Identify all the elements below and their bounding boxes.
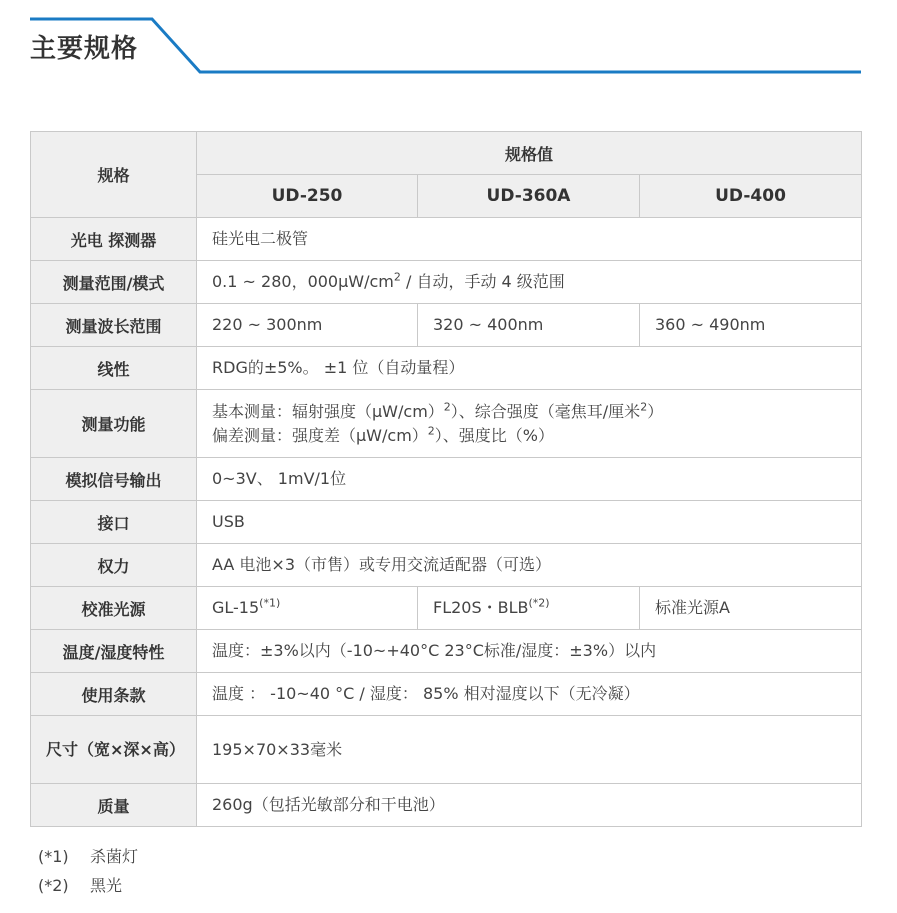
footnotes bbox=[38, 842, 138, 900]
superscript: 2 bbox=[427, 424, 435, 438]
value-line bbox=[212, 400, 846, 424]
footnote-text: 黑光 bbox=[90, 876, 123, 895]
row-value: 硅光电二极管 bbox=[197, 218, 862, 261]
value-text: 基本测量：辐射强度（μW/cm） bbox=[212, 401, 444, 421]
row-label: 测量功能 bbox=[31, 390, 197, 458]
value-header: 规格值 bbox=[197, 132, 862, 175]
value-text: / 自动，手动 4 级范围 bbox=[400, 272, 565, 291]
row-value: 360 ~ 490nm bbox=[640, 304, 862, 347]
value-text: 偏差测量：强度差（μW/cm） bbox=[212, 425, 428, 445]
row-value: 0~3V、 1mV/1位 bbox=[197, 458, 862, 501]
row-value: RDG的±5%。 ±1 位（自动量程） bbox=[197, 347, 862, 390]
row-value: 温度：±3%以内（-10~+40°C 23°C标准/湿度：±3%）以内 bbox=[197, 630, 862, 673]
table-row bbox=[31, 501, 862, 544]
table-row bbox=[31, 218, 862, 261]
row-value bbox=[197, 587, 418, 630]
row-value: 320 ~ 400nm bbox=[418, 304, 640, 347]
superscript: 2 bbox=[640, 400, 648, 414]
row-label: 尺寸（宽×深×高） bbox=[31, 716, 197, 784]
row-label: 温度/湿度特性 bbox=[31, 630, 197, 673]
model-header-ud400: UD-400 bbox=[640, 175, 862, 218]
row-label: 测量范围/模式 bbox=[31, 261, 197, 304]
row-label: 接口 bbox=[31, 501, 197, 544]
row-value: AA 电池×3（市售）或专用交流适配器（可选） bbox=[197, 544, 862, 587]
table-row bbox=[31, 630, 862, 673]
table-row bbox=[31, 673, 862, 716]
row-value: 温度 ： -10~40 °C / 湿度： 85% 相对湿度以下（无冷凝） bbox=[197, 673, 862, 716]
table-row bbox=[31, 347, 862, 390]
value-text: ）、综合强度（毫焦耳/厘米 bbox=[450, 401, 641, 421]
row-label: 线性 bbox=[31, 347, 197, 390]
table-row bbox=[31, 458, 862, 501]
footnote-item bbox=[38, 842, 138, 871]
row-label: 权力 bbox=[31, 544, 197, 587]
value-text: FL20S・BLB bbox=[433, 598, 529, 617]
row-value bbox=[197, 390, 862, 458]
row-value bbox=[418, 587, 640, 630]
table-row bbox=[31, 261, 862, 304]
superscript: 2 bbox=[443, 400, 451, 414]
row-value: 220 ~ 300nm bbox=[197, 304, 418, 347]
row-value: 195×70×33毫米 bbox=[197, 716, 862, 784]
row-value: 260g（包括光敏部分和干电池） bbox=[197, 784, 862, 827]
superscript: 2 bbox=[393, 270, 401, 284]
value-line bbox=[212, 424, 846, 448]
footnote-text: 杀菌灯 bbox=[90, 847, 139, 866]
row-value bbox=[197, 261, 862, 304]
page-title: 主要规格 bbox=[30, 34, 139, 64]
spec-table bbox=[30, 131, 862, 827]
row-value: 标准光源A bbox=[640, 587, 862, 630]
footnote-ref: (*1) bbox=[259, 596, 281, 610]
footnote-key: (*2) bbox=[38, 876, 69, 895]
row-label: 模拟信号输出 bbox=[31, 458, 197, 501]
row-label: 光电 探测器 bbox=[31, 218, 197, 261]
spec-header: 规格 bbox=[31, 132, 197, 218]
value-text: ） bbox=[647, 401, 664, 421]
value-text: ）、强度比（%） bbox=[434, 425, 554, 445]
row-value: USB bbox=[197, 501, 862, 544]
value-text: 0.1 ~ 280，000μW/cm bbox=[212, 272, 394, 291]
row-label: 使用条款 bbox=[31, 673, 197, 716]
table-row bbox=[31, 304, 862, 347]
row-label: 质量 bbox=[31, 784, 197, 827]
model-header-ud250: UD-250 bbox=[197, 175, 418, 218]
model-header-ud360a: UD-360A bbox=[418, 175, 640, 218]
value-text: GL-15 bbox=[212, 598, 260, 617]
table-row bbox=[31, 784, 862, 827]
footnote-ref: (*2) bbox=[528, 596, 550, 610]
table-row bbox=[31, 544, 862, 587]
table-row bbox=[31, 716, 862, 784]
table-row bbox=[31, 390, 862, 458]
table-row bbox=[31, 587, 862, 630]
footnote-key: (*1) bbox=[38, 847, 69, 866]
row-label: 校准光源 bbox=[31, 587, 197, 630]
footnote-item bbox=[38, 871, 138, 900]
row-label: 测量波长范围 bbox=[31, 304, 197, 347]
